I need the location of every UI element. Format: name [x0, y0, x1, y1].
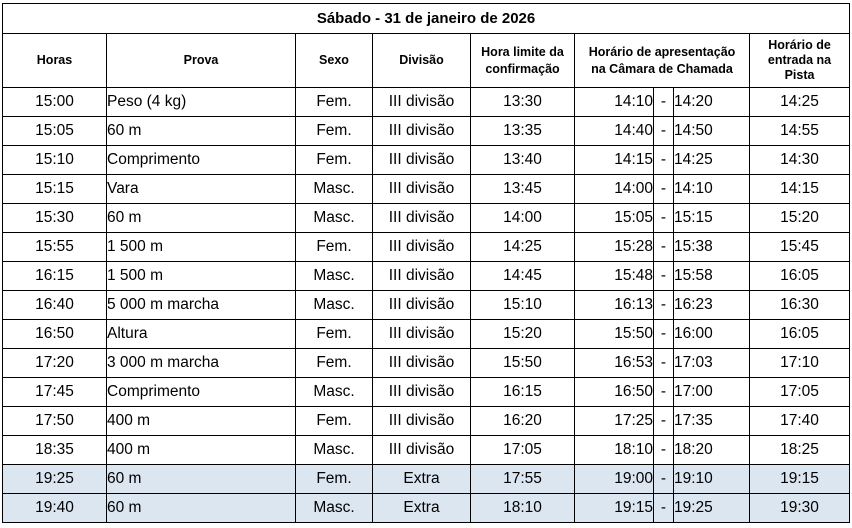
table-row — [3, 494, 850, 523]
cell-hora-limite: 13:30 — [471, 88, 575, 117]
cell-prova: 60 m — [107, 465, 296, 494]
table-row — [3, 291, 850, 320]
cell-apresentacao-inicio: 16:50 — [575, 378, 654, 407]
cell-apresentacao-fim: 16:23 — [674, 291, 750, 320]
cell-sexo: Fem. — [296, 349, 373, 378]
cell-apresentacao-fim: 15:38 — [674, 233, 750, 262]
cell-apresentacao-inicio: 15:05 — [575, 204, 654, 233]
cell-hora: 16:40 — [3, 291, 107, 320]
cell-hora-limite: 15:20 — [471, 320, 575, 349]
cell-hora-limite: 17:55 — [471, 465, 575, 494]
table-row — [3, 117, 850, 146]
cell-entrada-pista: 14:15 — [750, 175, 850, 204]
cell-separator: - — [654, 320, 674, 349]
cell-hora: 15:30 — [3, 204, 107, 233]
cell-divisao: III divisão — [373, 117, 471, 146]
cell-separator: - — [654, 436, 674, 465]
cell-hora-limite: 15:50 — [471, 349, 575, 378]
cell-hora: 15:05 — [3, 117, 107, 146]
cell-prova: Peso (4 kg) — [107, 88, 296, 117]
header-hora-limite — [471, 34, 575, 88]
header-entrada-line3: Pista — [784, 68, 815, 82]
cell-sexo: Masc. — [296, 494, 373, 523]
cell-hora: 18:35 — [3, 436, 107, 465]
cell-apresentacao-fim: 15:15 — [674, 204, 750, 233]
schedule-table — [2, 3, 850, 523]
cell-entrada-pista: 15:20 — [750, 204, 850, 233]
cell-hora-limite: 15:10 — [471, 291, 575, 320]
cell-divisao: III divisão — [373, 378, 471, 407]
table-row — [3, 465, 850, 494]
cell-sexo: Masc. — [296, 204, 373, 233]
cell-apresentacao-inicio: 14:10 — [575, 88, 654, 117]
cell-sexo: Masc. — [296, 262, 373, 291]
cell-entrada-pista: 17:40 — [750, 407, 850, 436]
table-row — [3, 320, 850, 349]
cell-entrada-pista: 14:25 — [750, 88, 850, 117]
cell-separator: - — [654, 494, 674, 523]
table-row — [3, 175, 850, 204]
cell-entrada-pista: 18:25 — [750, 436, 850, 465]
cell-apresentacao-inicio: 19:15 — [575, 494, 654, 523]
cell-apresentacao-inicio: 14:15 — [575, 146, 654, 175]
cell-apresentacao-inicio: 16:13 — [575, 291, 654, 320]
cell-hora-limite: 13:35 — [471, 117, 575, 146]
cell-divisao: III divisão — [373, 320, 471, 349]
header-horas: Horas — [3, 34, 107, 88]
cell-entrada-pista: 14:55 — [750, 117, 850, 146]
cell-apresentacao-fim: 14:10 — [674, 175, 750, 204]
cell-prova: Comprimento — [107, 378, 296, 407]
cell-apresentacao-inicio: 17:25 — [575, 407, 654, 436]
cell-hora-limite: 17:05 — [471, 436, 575, 465]
cell-prova: 400 m — [107, 407, 296, 436]
cell-prova: 5 000 m marcha — [107, 291, 296, 320]
cell-hora: 17:20 — [3, 349, 107, 378]
cell-prova: 60 m — [107, 204, 296, 233]
header-sexo: Sexo — [296, 34, 373, 88]
cell-apresentacao-fim: 17:35 — [674, 407, 750, 436]
cell-apresentacao-inicio: 15:48 — [575, 262, 654, 291]
cell-hora: 15:10 — [3, 146, 107, 175]
header-apresentacao — [575, 34, 750, 88]
cell-apresentacao-inicio: 15:28 — [575, 233, 654, 262]
cell-sexo: Fem. — [296, 407, 373, 436]
cell-separator: - — [654, 204, 674, 233]
header-hora-limite-line1: Hora limite da — [481, 44, 564, 59]
cell-apresentacao-fim: 19:25 — [674, 494, 750, 523]
cell-separator: - — [654, 233, 674, 262]
cell-divisao: Extra — [373, 494, 471, 523]
cell-sexo: Masc. — [296, 378, 373, 407]
cell-hora: 17:45 — [3, 378, 107, 407]
header-divisao: Divisão — [373, 34, 471, 88]
cell-divisao: III divisão — [373, 291, 471, 320]
cell-prova: 400 m — [107, 436, 296, 465]
cell-divisao: III divisão — [373, 349, 471, 378]
cell-divisao: III divisão — [373, 146, 471, 175]
cell-entrada-pista: 19:15 — [750, 465, 850, 494]
cell-sexo: Fem. — [296, 465, 373, 494]
header-entrada-line1: Horário de — [768, 38, 831, 52]
cell-divisao: III divisão — [373, 233, 471, 262]
cell-apresentacao-fim: 14:25 — [674, 146, 750, 175]
cell-prova: 1 500 m — [107, 262, 296, 291]
cell-separator: - — [654, 407, 674, 436]
cell-sexo: Masc. — [296, 291, 373, 320]
cell-apresentacao-inicio: 14:00 — [575, 175, 654, 204]
cell-hora: 19:25 — [3, 465, 107, 494]
cell-hora-limite: 13:45 — [471, 175, 575, 204]
cell-hora: 16:50 — [3, 320, 107, 349]
cell-prova: Vara — [107, 175, 296, 204]
cell-apresentacao-inicio: 19:00 — [575, 465, 654, 494]
cell-hora: 15:55 — [3, 233, 107, 262]
cell-separator: - — [654, 117, 674, 146]
cell-prova: Altura — [107, 320, 296, 349]
cell-apresentacao-fim: 19:10 — [674, 465, 750, 494]
cell-sexo: Fem. — [296, 320, 373, 349]
cell-separator: - — [654, 175, 674, 204]
cell-sexo: Fem. — [296, 146, 373, 175]
cell-entrada-pista: 16:05 — [750, 262, 850, 291]
header-apresentacao-line1: Horário de apresentação — [588, 44, 736, 59]
cell-hora: 19:40 — [3, 494, 107, 523]
cell-apresentacao-fim: 17:03 — [674, 349, 750, 378]
cell-entrada-pista: 17:10 — [750, 349, 850, 378]
cell-apresentacao-fim: 16:00 — [674, 320, 750, 349]
table-row — [3, 204, 850, 233]
cell-divisao: III divisão — [373, 88, 471, 117]
cell-sexo: Masc. — [296, 175, 373, 204]
cell-separator: - — [654, 88, 674, 117]
cell-sexo: Fem. — [296, 117, 373, 146]
cell-divisao: III divisão — [373, 204, 471, 233]
cell-entrada-pista: 14:30 — [750, 146, 850, 175]
cell-hora-limite: 14:25 — [471, 233, 575, 262]
cell-hora-limite: 13:40 — [471, 146, 575, 175]
schedule-title: Sábado - 31 de janeiro de 2026 — [3, 4, 850, 34]
cell-apresentacao-fim: 14:20 — [674, 88, 750, 117]
cell-divisao: Extra — [373, 465, 471, 494]
cell-apresentacao-fim: 15:58 — [674, 262, 750, 291]
cell-divisao: III divisão — [373, 407, 471, 436]
header-hora-limite-line2: confirmação — [485, 61, 560, 76]
cell-apresentacao-inicio: 18:10 — [575, 436, 654, 465]
cell-entrada-pista: 16:30 — [750, 291, 850, 320]
cell-entrada-pista: 17:05 — [750, 378, 850, 407]
cell-prova: 3 000 m marcha — [107, 349, 296, 378]
cell-prova: Comprimento — [107, 146, 296, 175]
cell-apresentacao-fim: 14:50 — [674, 117, 750, 146]
cell-apresentacao-fim: 17:00 — [674, 378, 750, 407]
cell-hora-limite: 16:15 — [471, 378, 575, 407]
cell-apresentacao-inicio: 15:50 — [575, 320, 654, 349]
table-row — [3, 378, 850, 407]
cell-hora-limite: 14:45 — [471, 262, 575, 291]
cell-prova: 60 m — [107, 494, 296, 523]
header-entrada-line2: entrada na — [767, 53, 832, 67]
cell-sexo: Masc. — [296, 436, 373, 465]
cell-separator: - — [654, 291, 674, 320]
header-prova: Prova — [107, 34, 296, 88]
cell-separator: - — [654, 349, 674, 378]
cell-divisao: III divisão — [373, 436, 471, 465]
cell-divisao: III divisão — [373, 175, 471, 204]
header-apresentacao-line2: na Câmara de Chamada — [591, 61, 733, 76]
cell-separator: - — [654, 378, 674, 407]
table-row — [3, 407, 850, 436]
cell-separator: - — [654, 465, 674, 494]
cell-prova: 60 m — [107, 117, 296, 146]
cell-separator: - — [654, 262, 674, 291]
cell-separator: - — [654, 146, 674, 175]
cell-hora-limite: 18:10 — [471, 494, 575, 523]
cell-hora: 16:15 — [3, 262, 107, 291]
cell-entrada-pista: 15:45 — [750, 233, 850, 262]
cell-divisao: III divisão — [373, 262, 471, 291]
cell-hora-limite: 16:20 — [471, 407, 575, 436]
table-row — [3, 436, 850, 465]
header-entrada — [750, 34, 850, 88]
table-row — [3, 262, 850, 291]
table-row — [3, 233, 850, 262]
cell-entrada-pista: 16:05 — [750, 320, 850, 349]
cell-sexo: Fem. — [296, 233, 373, 262]
cell-hora: 15:00 — [3, 88, 107, 117]
cell-apresentacao-fim: 18:20 — [674, 436, 750, 465]
cell-prova: 1 500 m — [107, 233, 296, 262]
cell-entrada-pista: 19:30 — [750, 494, 850, 523]
table-row — [3, 146, 850, 175]
cell-hora: 15:15 — [3, 175, 107, 204]
cell-hora: 17:50 — [3, 407, 107, 436]
table-row — [3, 349, 850, 378]
cell-hora-limite: 14:00 — [471, 204, 575, 233]
table-row — [3, 88, 850, 117]
cell-apresentacao-inicio: 14:40 — [575, 117, 654, 146]
cell-apresentacao-inicio: 16:53 — [575, 349, 654, 378]
cell-sexo: Fem. — [296, 88, 373, 117]
schedule-body — [3, 88, 850, 523]
